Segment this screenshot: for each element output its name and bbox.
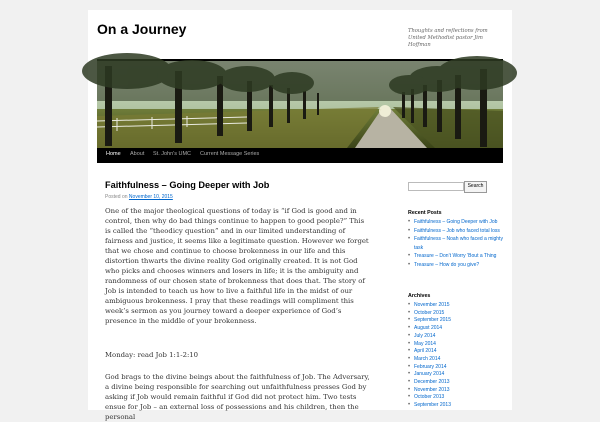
nav-item-st-johns-umc[interactable]: St. John's UMC [153,151,192,157]
archive-link[interactable]: • November 2013 [408,386,450,393]
archive-link[interactable]: • September 2013 [408,402,451,409]
recent-post-link[interactable]: • Faithfulness – Noah who faced a mighty task [408,236,503,251]
archive-link[interactable]: • September 2015 [408,317,451,324]
archives-list [408,302,506,410]
post-date-link[interactable]: November 10, 2015 [128,194,173,200]
post-paragraph: Monday: read Job 1:1-2:10 [105,351,199,359]
archive-link[interactable]: • March 2014 [408,355,441,362]
archive-link[interactable]: • October 2013 [408,394,445,401]
archives-title: Archives [408,293,431,299]
header-image [97,59,503,148]
post-paragraph: God brags to the divine beings about the faithfulness of Job. The Adversary, a divine being responsible for searching out unfaithfulness presses God by asking if Job would remain faithful if God did not protect him. Two tests ensue for Job – an external loss of possessions and his children, then the personal [105,373,370,421]
recent-post-link[interactable]: • Treasure – Don’t Worry ‘Bout a Thing [408,253,497,260]
post-meta [105,194,173,200]
site-title[interactable]: On a Journey [97,21,187,37]
archive-link[interactable]: • December 2013 [408,379,450,386]
archive-link[interactable]: • January 2014 [408,371,445,378]
archive-link[interactable]: • August 2014 [408,325,443,332]
recent-post-link[interactable]: • Faithfulness – Going Deeper with Job [408,219,498,225]
nav-item-home[interactable]: Home [106,151,121,157]
archive-link[interactable]: • November 2015 [408,302,450,308]
main-navigation [97,148,503,163]
recent-post-link[interactable]: • Treasure – How do you give? [408,261,480,268]
archive-link[interactable]: • February 2014 [408,363,447,370]
search-button[interactable]: Search [464,181,487,193]
archive-link[interactable]: • May 2014 [408,340,436,347]
tree-lined-path-image [97,61,503,148]
post-paragraph: One of the major theological questions of today is “if God is good and in control, then why do bad things continue to happen to good people?” This is called the “theodicy question” and in our limited understanding of fairness and justice, it seems like a legitimate question. However we forget that we chose and continue to choose brokenness in our life and this distortion thwarts the divine reality God originally created. It is not God who picks and chooses winners and losers in life; it is the ambiguity and randomness of our chosen state of brokenness that does that. The story of Job is intended to teach us how to live a faithful life in the midst of our ambiguous brokenness. I pray that these readings will compliment this week’s sermon as you journey toward a deeper experience of God’s presence in the middle of your brokenness. [105,207,369,325]
site-description: Thoughts and reflections from United Methodist pastor Jim Hoffman [408,28,488,48]
post-title[interactable]: Faithfulness – Going Deeper with Job [105,180,270,190]
archive-link[interactable]: • October 2015 [408,309,445,316]
nav-item-current-message-series[interactable]: Current Message Series [200,151,260,157]
recent-posts-list [408,218,506,270]
recent-post-link[interactable]: • Faithfulness – Job who faced total loss [408,227,500,234]
posted-on-label: Posted on [105,194,128,200]
search-input[interactable] [408,182,464,191]
archive-link[interactable]: • April 2014 [408,348,437,355]
archive-link[interactable]: • July 2014 [408,332,436,339]
recent-posts-title: Recent Posts [408,210,442,216]
page-container [88,10,512,421]
nav-item-about[interactable]: About [130,151,145,157]
